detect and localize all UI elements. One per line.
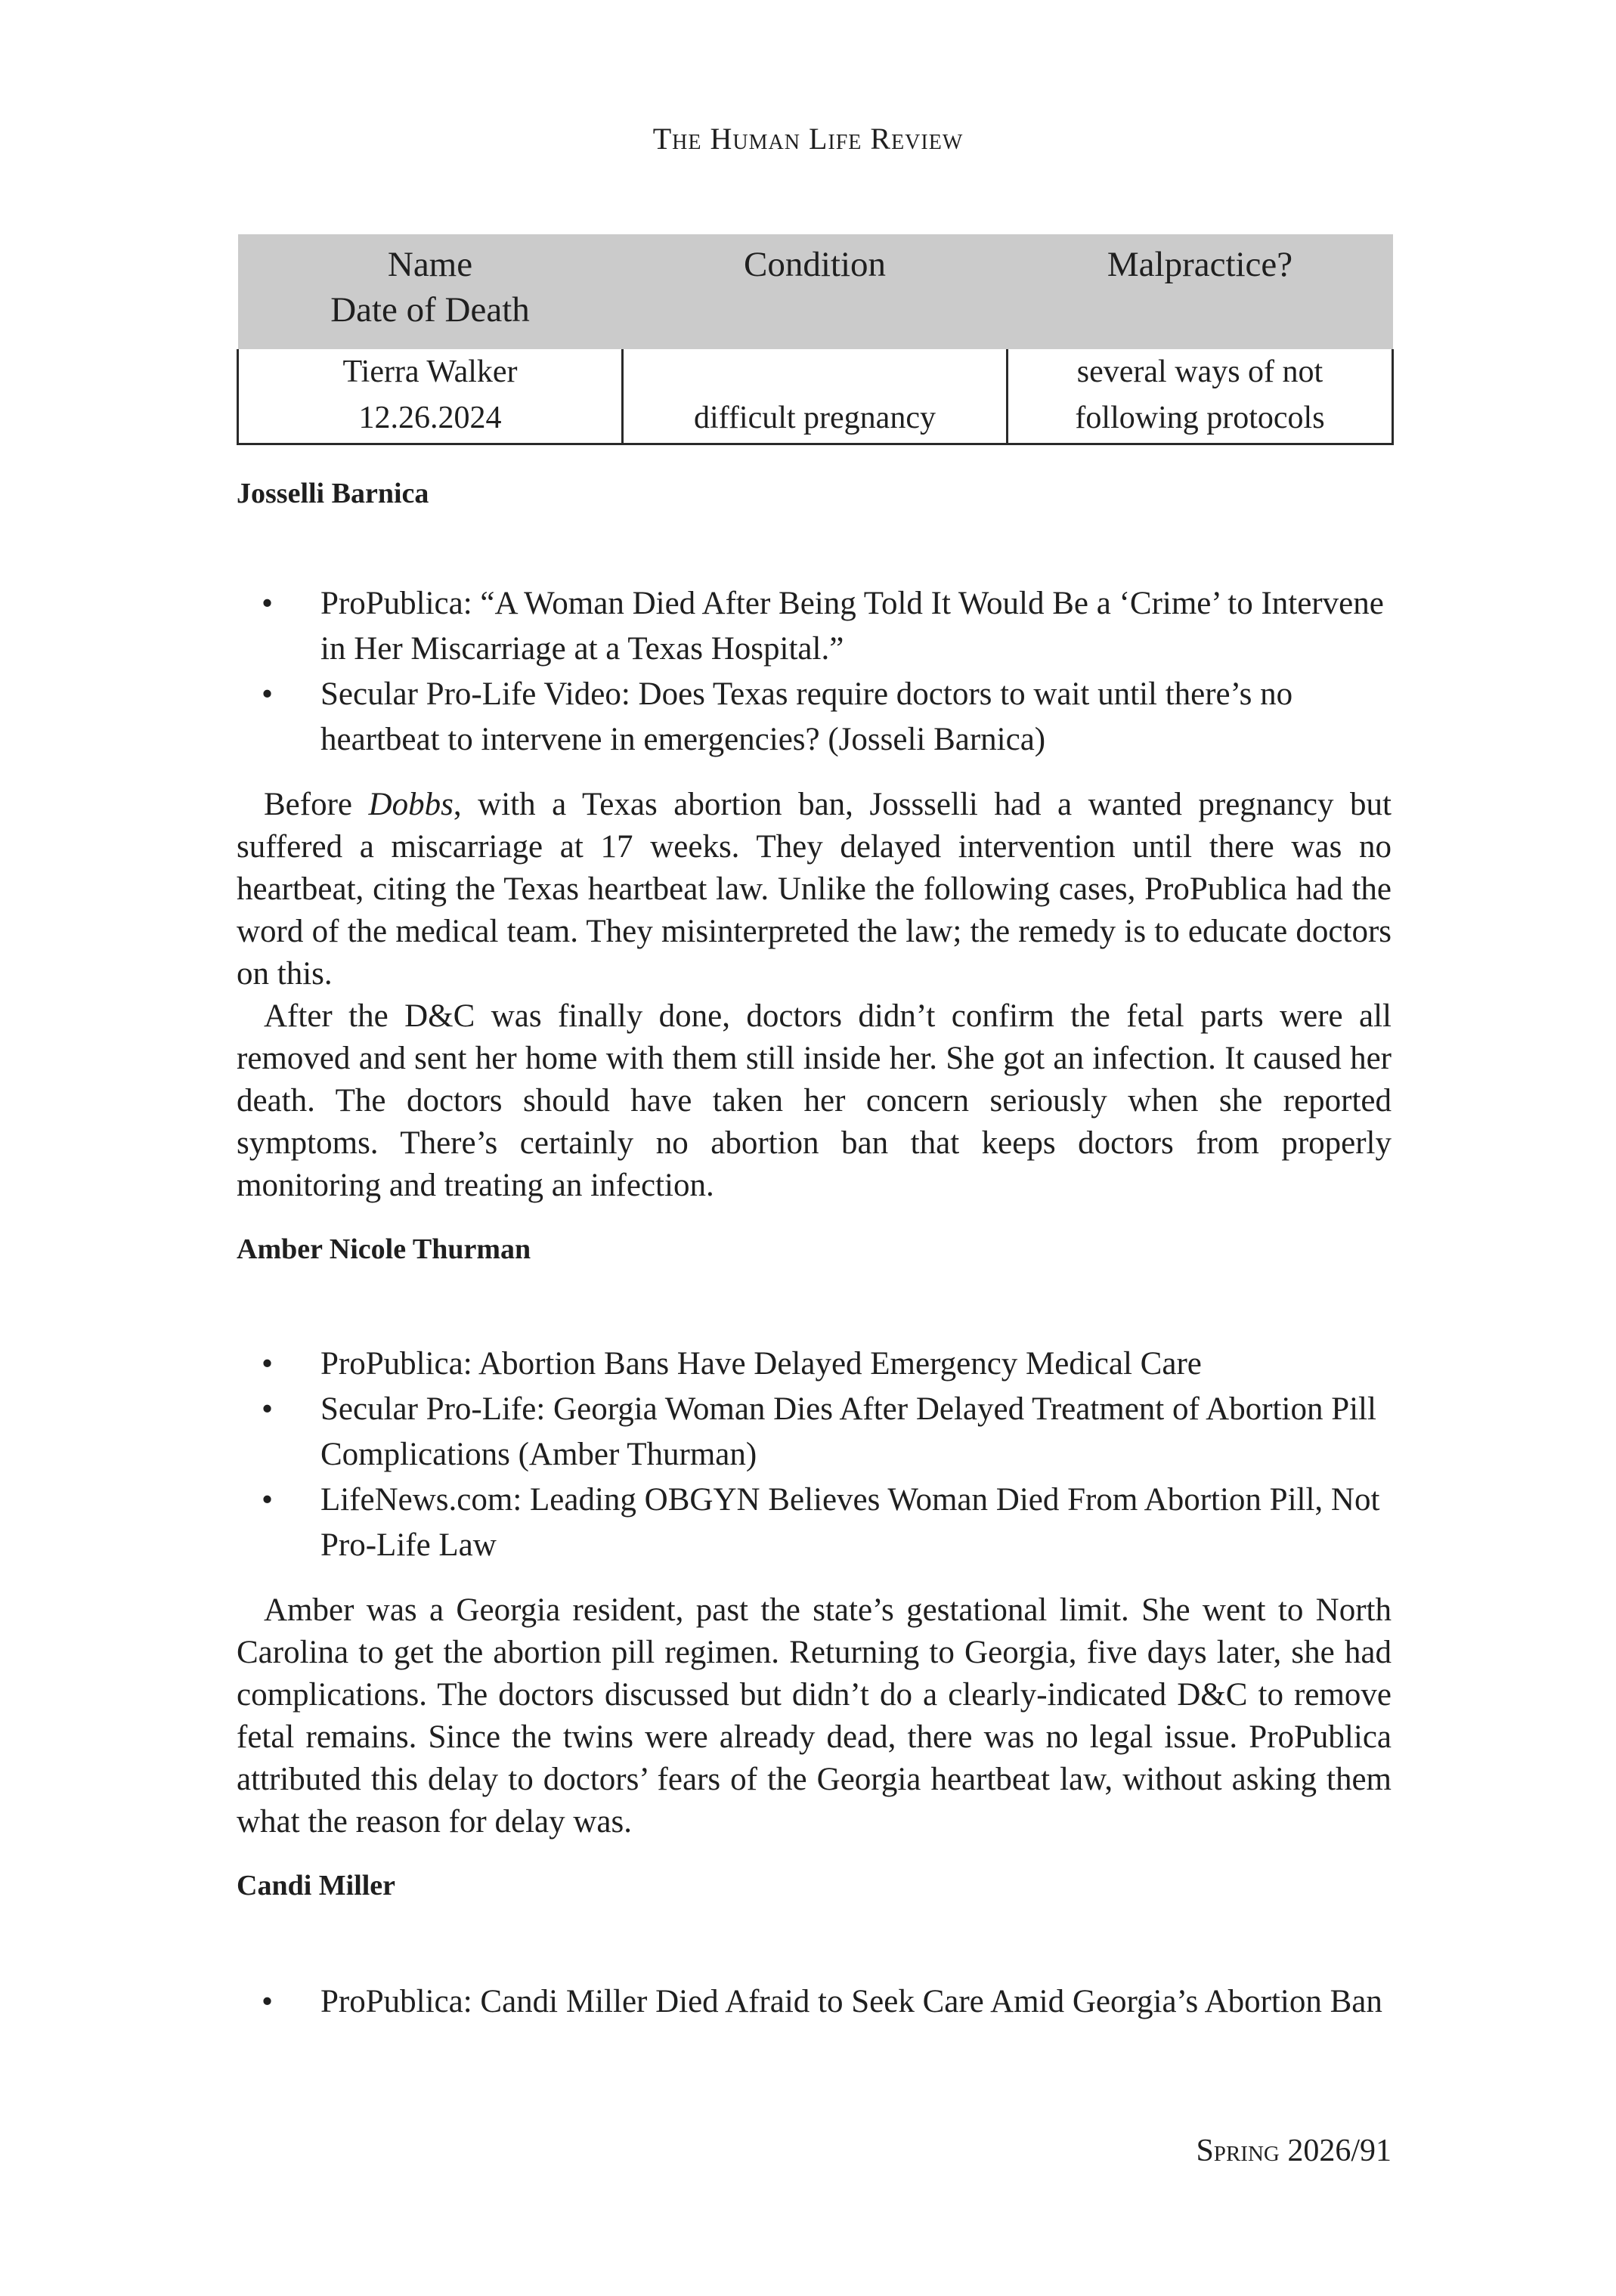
- article-body: [237, 474, 1392, 2025]
- table-cell-name: [238, 349, 623, 444]
- header-label: Date of Death: [330, 290, 530, 330]
- section-heading: Josselli Barnica: [237, 478, 429, 509]
- table-header-row: [238, 234, 1393, 349]
- list-item-text: ProPublica: “A Woman Died After Being Told It Would Be a ‘Crime’ to Intervene in Her Miscarriage at a Texas Hospital.”: [320, 586, 1384, 667]
- source-list: [237, 1341, 1392, 1568]
- cell-text: several ways of not: [1076, 354, 1323, 389]
- list-item: [237, 1478, 1392, 1568]
- list-item-text: Secular Pro-Life Video: Does Texas require doctors to wait until there’s no heartbeat to intervene in emergencies? (Josseli Barnica): [320, 676, 1293, 757]
- list-item: [237, 1387, 1392, 1478]
- table-cell-malpractice: [1008, 349, 1393, 444]
- paragraph-text: , with a Texas abortion ban, Jossselli had a wanted pregnancy but suffered a miscarriage at 17 weeks. They delayed intervention until there was no heartbeat, citing the Texas heartbeat law. Unlike the following cases, ProPublica had the word of the medical team. They misinterpreted the law; the remedy is to educate doctors on this.: [237, 787, 1392, 992]
- bullet-icon: •: [262, 586, 274, 621]
- list-item: [237, 581, 1392, 672]
- list-item: [237, 672, 1392, 763]
- section-heading: Amber Nicole Thurman: [237, 1233, 531, 1265]
- list-item-text: ProPublica: Candi Miller Died Afraid to Seek Care Amid Georgia’s Abortion Ban: [320, 1984, 1382, 2019]
- bullet-icon: •: [262, 676, 274, 712]
- paragraph: [237, 784, 1392, 995]
- paragraph: Amber was a Georgia resident, past the state’s gestational limit. She went to North Carolina to get the abortion pill regimen. Returning to Georgia, five days later, she had complications. The doctors discussed but didn’t do a clearly-indicated D&C to remove fetal remains. Since the twins were already dead, there was no legal issue. ProPublica attributed this delay to doctors’ fears of the Georgia heartbeat law, without asking them what the reason for delay was.: [237, 1592, 1392, 1840]
- table-header-name: [238, 234, 623, 349]
- cell-text: Tierra Walker: [342, 354, 518, 389]
- page-folio: Spring 2026/91: [1196, 2134, 1392, 2168]
- table-cell-condition: [623, 349, 1008, 444]
- source-list: [237, 581, 1392, 763]
- list-item: [237, 1979, 1392, 2025]
- list-item-text: Secular Pro-Life: Georgia Woman Dies After Delayed Treatment of Abortion Pill Complications (Amber Thurman): [320, 1391, 1376, 1472]
- bullet-icon: •: [262, 1391, 274, 1427]
- section-heading: Candi Miller: [237, 1870, 396, 1901]
- cell-text: following protocols: [1075, 401, 1325, 435]
- table-header-condition: [623, 234, 1008, 349]
- bullet-icon: •: [262, 1984, 274, 2019]
- paragraph: After the D&C was finally done, doctors didn’t confirm the fetal parts were all removed and sent her home with them still inside her. She got an infection. It caused her death. The doctors should have taken her concern seriously when she reported symptoms. There’s certainly no abortion ban that keeps doctors from properly monitoring and treating an infection.: [237, 998, 1392, 1203]
- bullet-icon: •: [262, 1346, 274, 1382]
- table-header-malpractice: [1008, 234, 1393, 349]
- case-name-emphasis: Dobbs: [368, 787, 454, 822]
- paragraph-text: Before: [264, 787, 369, 822]
- cell-text: 12.26.2024: [358, 401, 502, 435]
- list-item: [237, 1341, 1392, 1387]
- bullet-icon: •: [262, 1482, 274, 1518]
- header-label: Malpractice?: [1107, 245, 1293, 284]
- cell-text: difficult pregnancy: [694, 401, 936, 435]
- table-row: [238, 349, 1393, 444]
- list-item-text: ProPublica: Abortion Bans Have Delayed Emergency Medical Care: [320, 1346, 1202, 1382]
- list-item-text: LifeNews.com: Leading OBGYN Believes Woman Died From Abortion Pill, Not Pro-Life Law: [320, 1482, 1380, 1563]
- header-label: Name: [387, 245, 473, 284]
- deaths-table: [237, 234, 1394, 445]
- running-head: The Human Life Review: [652, 122, 964, 156]
- header-label: Condition: [743, 245, 887, 284]
- source-list: [237, 1979, 1392, 2025]
